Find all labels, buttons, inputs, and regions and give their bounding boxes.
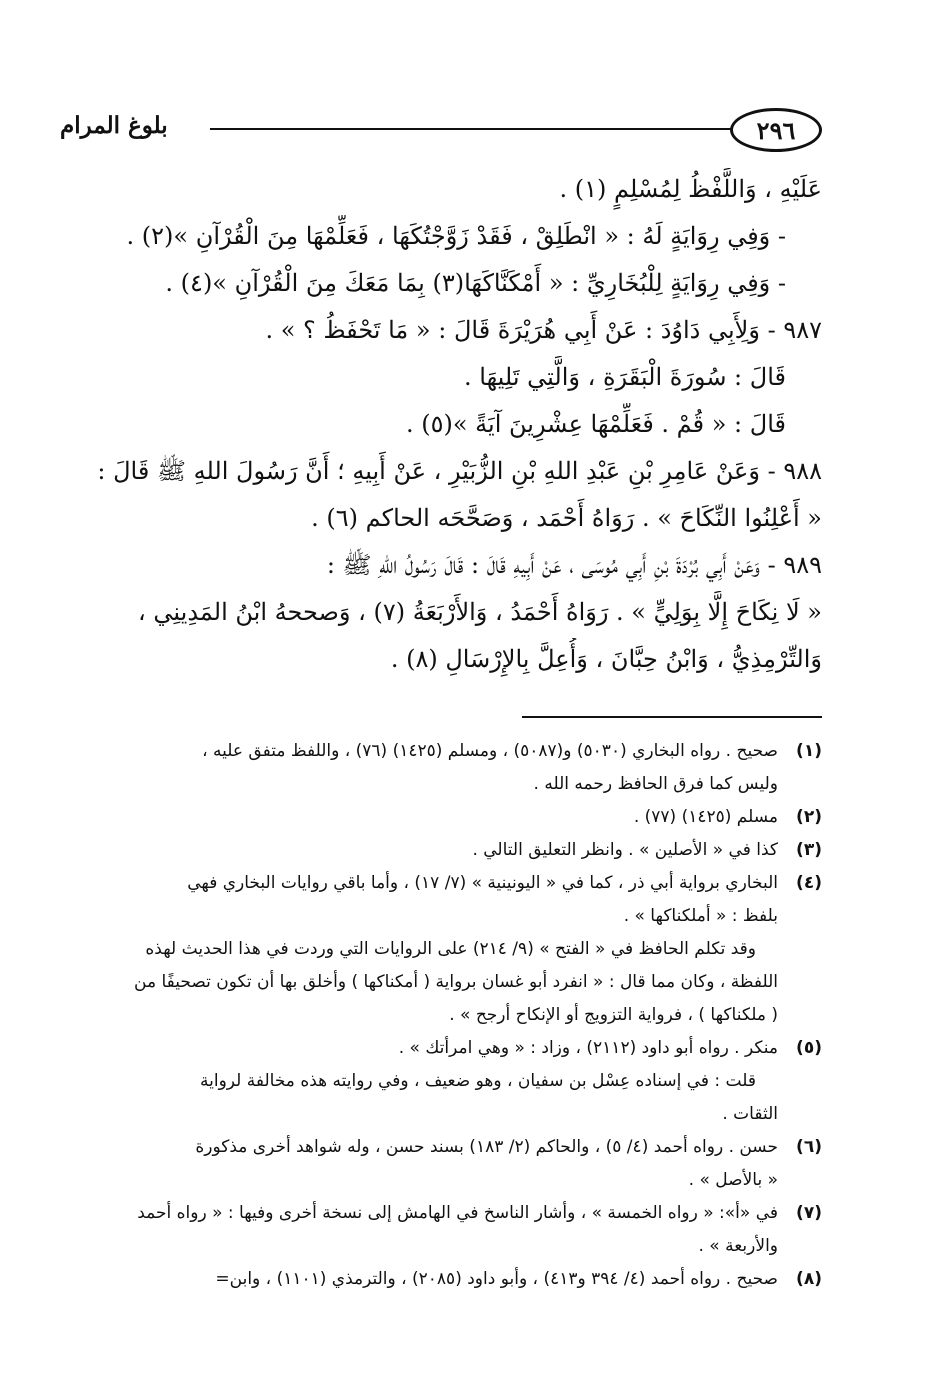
footnote-line: والأربعة » . <box>698 1236 778 1256</box>
hadith-987-line: ٩٨٧ - وَلِأَبِي دَاوُدَ : عَنْ أَبِي هُرَيْرَةَ قَالَ : « مَا تَحْفَظُ ؟ » . <box>265 316 822 344</box>
footnote-line: وليس كما فرق الحافظ رحمه الله . <box>533 774 778 794</box>
footnote-line: اللفظة ، وكان مما قال : « انفرد أبو غسان برواية ( أمكناكها ) وأخلق بها أن تكون تصحيفًا من <box>134 972 778 992</box>
footnote <box>70 835 822 868</box>
footnote-continuation <box>70 1066 778 1129</box>
page-header <box>60 108 822 154</box>
footnote-line: في «أ»: « رواه الخمسة » ، وأشار الناسخ في الهامش إلى نسخة أخرى وفيها : « رواه أحمد <box>137 1203 778 1223</box>
book-title: بلوغ المرام <box>60 112 168 139</box>
footnote-number: (٧) <box>796 1203 822 1223</box>
footnote <box>70 802 822 835</box>
footnote-number: (٣) <box>796 840 822 860</box>
footnote <box>70 868 822 934</box>
footnote-number: (١) <box>796 741 822 761</box>
footnote-line: الثقات . <box>722 1104 778 1124</box>
footnote <box>70 736 822 802</box>
text-line: - وَفِي رِوَايَةٍ لِلْبُخَارِيِّ : « أَمْكَنَّاكَهَا(٣) بِمَا مَعَكَ مِنَ الْقُرْآنِ »(٤) . <box>165 269 786 297</box>
footnote <box>70 1198 822 1264</box>
footnote-separator <box>522 716 822 718</box>
text-line: قَالَ : « قُمْ . فَعَلِّمْهَا عِشْرِينَ آيَةً »(٥) . <box>405 410 786 438</box>
footnote-continuation <box>70 934 778 1030</box>
footnote-number: (٤) <box>796 873 822 893</box>
footnote-number: (٢) <box>796 807 822 827</box>
footnote-line: كذا في « الأصلين » . وانظر التعليق التالي . <box>472 840 778 860</box>
footnote <box>70 1033 822 1066</box>
footnotes <box>70 736 822 1297</box>
text-line: « لَا نِكَاحَ إِلَّا بِوَلِيٍّ » . رَوَاهُ أَحْمَدُ ، وَالأَرْبَعَةُ (٧) ، وَصححهُ ابْنُ المَدِينِي ، <box>138 598 822 626</box>
main-text <box>90 168 822 685</box>
text-line: وَالتِّرْمِذِيُّ ، وَابْنُ حِبَّانَ ، وَأُعِلَّ بِالإِرْسَالِ (٨) . <box>390 645 822 673</box>
text-line: قَالَ : سُورَةَ الْبَقَرَةِ ، وَالَّتِي تَلِيهَا . <box>464 363 786 391</box>
footnote-line: مسلم (١٤٢٥) (٧٧) . <box>633 807 778 827</box>
footnote-line: صحيح . رواه البخاري (٥٠٣٠) و(٥٠٨٧) ، ومسلم (١٤٢٥) (٧٦) ، واللفظ متفق عليه ، <box>202 741 778 761</box>
footnote-number: (٨) <box>796 1269 822 1289</box>
footnote-line: حسن . رواه أحمد (٤/ ٥) ، والحاكم (٢/ ١٨٣) بسند حسن ، وله شواهد أخرى مذكورة <box>195 1137 778 1157</box>
text-line: عَلَيْهِ ، وَاللَّفْظُ لِمُسْلِمٍ (١) . <box>559 175 822 203</box>
footnote-line: صحيح . رواه أحمد (٤/ ٣٩٤ و٤١٣) ، وأبو داود (٢٠٨٥) ، والترمذي (١١٠١) ، وابن= <box>215 1269 778 1289</box>
footnote <box>70 1264 822 1297</box>
hadith-989-line: ٩٨٩ - وَعَنْ أَبِي بُرْدَةَ بْنِ أَبِي مُوسَى ، عَنْ أَبِيهِ قَالَ : قَالَ رَسُولُ اللهِ ﷺ : <box>326 551 822 579</box>
footnote-number: (٥) <box>796 1038 822 1058</box>
footnote-line: منكر . رواه أبو داود (٢١١٢) ، وزاد : « وهي امرأتك » . <box>398 1038 778 1058</box>
text-line: « أَعْلِنُوا النِّكَاحَ » . رَوَاهُ أَحْمَد ، وَصَحَّحَه الحاكم (٦) . <box>311 504 822 532</box>
header-rule <box>210 128 732 130</box>
footnote-line: وقد تكلم الحافظ في « الفتح » (٩/ ٢١٤) على الروايات التي وردت في هذا الحديث لهذه <box>145 939 756 959</box>
footnote-line: قلت : في إسناده عِسْل بن سفيان ، وهو ضعيف ، وفي روايته هذه مخالفة لرواية <box>200 1071 756 1091</box>
footnote-line: بلفظ : « أملكناكها » . <box>623 906 778 926</box>
footnote <box>70 1132 822 1198</box>
footnote-line: « بالأصل » . <box>688 1170 778 1190</box>
text-line: - وَفِي رِوَايَةٍ لَهُ : « انْطَلِقْ ، فَقَدْ زَوَّجْتُكَهَا ، فَعَلِّمْهَا مِنَ الْقُرْآنِ »(٢) . <box>126 222 786 250</box>
footnote-number: (٦) <box>796 1137 822 1157</box>
footnote-line: البخاري برواية أبي ذر ، كما في « اليونينية » (٧/ ١٧) ، وأما باقي روايات البخاري فهي <box>187 873 778 893</box>
hadith-988-line: ٩٨٨ - وَعَنْ عَامِرِ بْنِ عَبْدِ اللهِ بْنِ الزُّبَيْرِ ، عَنْ أَبِيهِ ؛ أَنَّ رَسُولَ اللهِ ﷺ قَالَ : <box>97 457 822 485</box>
page-number-badge: ٢٩٦ <box>730 108 822 152</box>
footnote-line: ( ملكناكها ) ، فرواية التزويج أو الإنكاح أرجح » . <box>449 1005 778 1025</box>
